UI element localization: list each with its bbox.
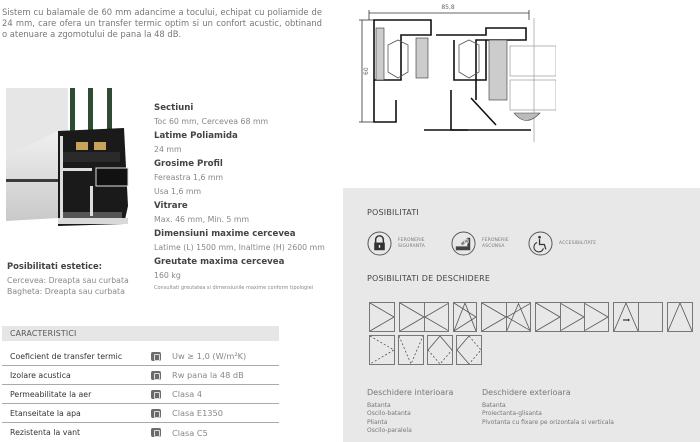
row-value: Rw pana la 48 dB: [172, 370, 244, 380]
spec-value: Usa 1,6 mm: [154, 187, 202, 196]
opening-type-casement-tilt-turn[interactable]: [481, 302, 531, 332]
spec-title: Greutate maxima cercevea: [154, 257, 285, 267]
interior-opening-list: [367, 388, 482, 435]
feature-security-hardware: [367, 231, 425, 256]
opening-types-row-1: [369, 302, 693, 332]
aesthetic-title: Posibilitati estetice:: [7, 261, 103, 271]
spec-title: Sectiuni: [154, 103, 194, 113]
spec-value: 160 kg: [154, 271, 181, 280]
interior-title: Deschidere interioara: [367, 388, 454, 397]
exterior-opening-list: [482, 388, 614, 435]
water-icon: [151, 409, 161, 418]
spec-title: Latime Poliamida: [154, 131, 238, 141]
wind-icon: [151, 428, 161, 437]
opening-type-pivot-horizontal[interactable]: [427, 335, 453, 365]
row-value: Clasa C5: [172, 427, 208, 438]
specifications: [154, 101, 344, 291]
sound-icon: [151, 371, 161, 380]
padlock-icon: [367, 231, 392, 256]
row-label: Etanseitate la apa: [10, 408, 81, 418]
feature-label: ACCESIBILITATE: [559, 240, 597, 246]
spec-value: Latime (L) 1500 mm, Inaltime (H) 2600 mm: [154, 243, 325, 252]
row-value: Clasa E1350: [172, 408, 223, 418]
width-dimension: 85,8: [441, 4, 455, 11]
spec-value: 24 mm: [154, 145, 182, 154]
spec-value: Fereastra 1,6 mm: [154, 173, 224, 182]
list-item: Batanta: [482, 402, 506, 409]
opening-lists: [367, 388, 614, 435]
spec-title: Grosime Profil: [154, 159, 223, 169]
opening-type-exterior-top-hung[interactable]: [398, 335, 424, 365]
table-row: [2, 366, 279, 385]
feature-label: SIGURANTA: [398, 243, 426, 249]
list-item: Proiectanta-glisanta: [482, 410, 542, 418]
thermal-icon: [151, 352, 161, 361]
technical-drawing: [356, 0, 556, 142]
spec-value: Toc 60 mm, Cercevea 68 mm: [154, 117, 269, 126]
height-dimension: 60: [363, 67, 370, 75]
opening-type-folding[interactable]: [535, 302, 609, 332]
feature-accessibility: [528, 231, 596, 256]
air-icon: [151, 390, 161, 399]
spec-title: Vitrare: [154, 201, 188, 211]
aesthetic-options: [7, 261, 167, 297]
intro-paragraph: Sistem cu balamale de 60 mm adancime a tocului, echipat cu poliamide de 24 mm, care ofera un transfer termic optim si un confort acustic, obtinand o atenuare a zgomotului de pana la 48 dB.: [2, 7, 322, 39]
possibilities-panel: [343, 188, 700, 442]
opening-type-casement-double[interactable]: [399, 302, 449, 332]
row-label: Permeabilitate la aer: [10, 389, 92, 399]
table-row: [2, 404, 279, 423]
aesthetic-line: Cercevea: Dreapta sau curbata: [7, 276, 129, 285]
list-item: Batanta: [367, 402, 391, 409]
opening-type-tilt-turn[interactable]: [453, 302, 477, 332]
characteristics-table: [2, 347, 279, 442]
opening-type-exterior-casement[interactable]: [369, 335, 395, 365]
opening-types-row-2: [369, 335, 482, 365]
list-item: Pivotanta cu fixare pe orizontala si verticala: [482, 418, 614, 426]
opening-type-pivot-vertical[interactable]: [456, 335, 482, 365]
feature-hidden-hardware: [451, 231, 509, 256]
opening-type-bottom-hung[interactable]: [667, 302, 693, 332]
profile-section-photo: [6, 86, 134, 236]
list-item: Oscilo-paralela: [367, 426, 412, 434]
table-row: [2, 423, 279, 442]
opening-title: POSIBILITATI DE DESCHIDERE: [367, 274, 491, 283]
spec-value: Max. 46 mm, Min. 5 mm: [154, 215, 250, 224]
opening-type-parallel-tilt-slide[interactable]: [613, 302, 663, 332]
row-label: Coeficient de transfer termic: [10, 351, 123, 361]
feature-label: FERONERIE: [398, 237, 425, 243]
opening-type-casement-single[interactable]: [369, 302, 395, 332]
row-value: Uw ≥ 1,0 (W/m²K): [172, 351, 247, 361]
characteristics-header: CARACTERISTICI: [2, 326, 279, 341]
feature-label: FERONERIE: [482, 237, 509, 243]
row-label: Rezistenta la vant: [10, 428, 81, 437]
spec-note: Consultati greutatea si dimensiunile maxime conform tipologiei: [154, 285, 314, 291]
list-item: Plianta: [367, 418, 388, 426]
wheelchair-icon: [528, 231, 553, 256]
list-item: Oscilo-batanta: [367, 410, 411, 418]
possibilities-title: POSIBILITATI: [367, 208, 419, 217]
feature-label: ASCUNSA: [482, 243, 505, 249]
aesthetic-line: Bagheta: Dreapta sau curbata: [7, 286, 125, 296]
hidden-hardware-icon: [451, 231, 476, 256]
exterior-title: Deschidere exterioara: [482, 388, 571, 397]
table-row: [2, 347, 279, 366]
spec-title: Dimensiuni maxime cercevea: [154, 229, 296, 239]
table-row: [2, 385, 279, 404]
row-value: Clasa 4: [172, 389, 203, 399]
row-label: Izolare acustica: [10, 370, 71, 380]
